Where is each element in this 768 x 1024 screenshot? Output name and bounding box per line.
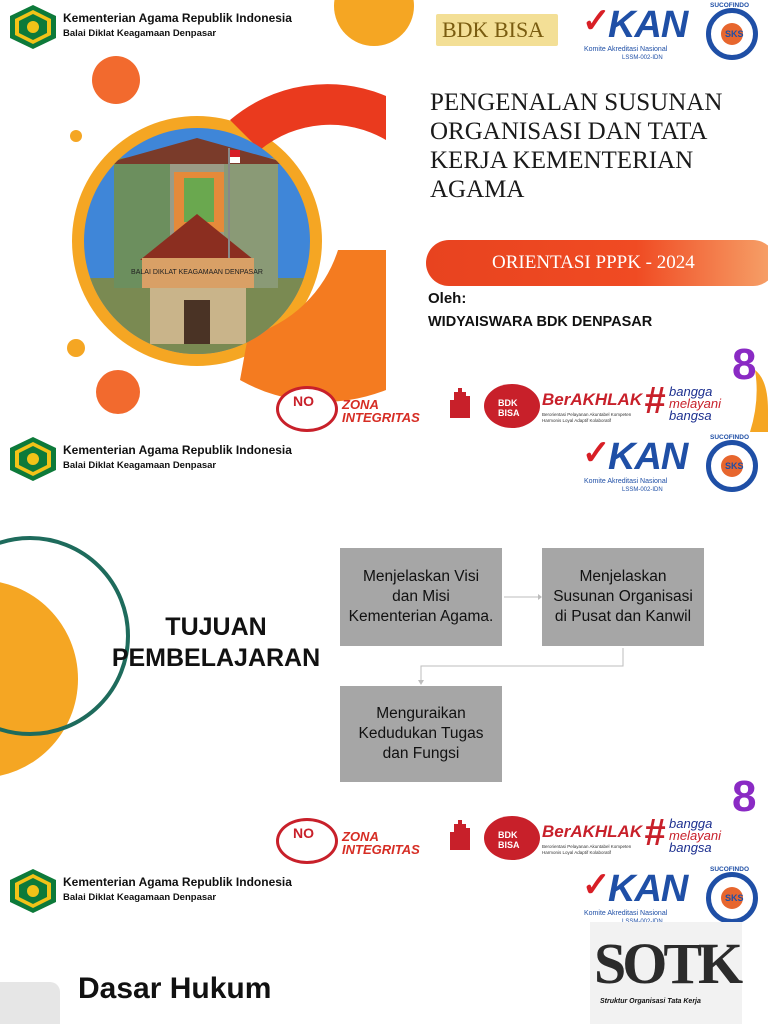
slide-objectives	[0, 432, 768, 864]
objective-box-3: Menguraikan Kedudukan Tugas dan Fungsi	[340, 686, 502, 782]
org-name: Kementerian Agama Republik Indonesia	[63, 443, 292, 457]
bangga-line2: melayani	[669, 828, 722, 843]
berakhlak-logo: BerAKHLAK	[542, 822, 643, 841]
sotk-subtitle: Struktur Organisasi Tata Kerja	[600, 998, 701, 1005]
hashtag-icon: #	[644, 380, 666, 422]
badge-strip	[276, 340, 768, 432]
sks-label: SKS	[725, 461, 744, 471]
decor-grey-panel	[0, 982, 60, 1024]
sucofindo-seal-icon	[706, 8, 758, 60]
sotk-logo	[590, 922, 742, 1024]
bangga-melayani-bangsa	[669, 818, 721, 854]
connector-2-3	[421, 648, 623, 682]
kan-subtitle: Komite Akreditasi Nasional	[584, 46, 668, 53]
org-unit: Balai Diklat Keagamaan Denpasar	[63, 28, 217, 39]
bdk-bisa-badge	[484, 384, 540, 428]
bangga-melayani-bangsa	[669, 386, 721, 422]
slide-legal-basis	[0, 864, 768, 1024]
by-label: Oleh:	[428, 290, 467, 307]
checkmark-icon: ✓	[582, 866, 611, 904]
arrowhead-2-3	[418, 680, 424, 685]
no-gratification-badge: NO	[276, 818, 338, 864]
org-unit: Balai Diklat Keagamaan Denpasar	[63, 460, 217, 471]
bdk-bisa-logo	[436, 14, 558, 46]
bdk-bisa-logo-text: BDK BISA	[442, 17, 545, 42]
org-name: Kementerian Agama Republik Indonesia	[63, 11, 292, 25]
decor-red-arc	[230, 84, 386, 150]
zona-line2: INTEGRITAS	[342, 842, 420, 857]
bangga-line2: melayani	[669, 396, 722, 411]
eight-values-icon: 8	[732, 340, 757, 389]
arrowhead-1-2	[538, 594, 542, 600]
berakhlak-subtitle: Berorientasi Pelayanan Akuntabel Kompeten Harmonis Loyal Adaptif Kolaboratif	[542, 844, 632, 855]
decor-yellow-dot	[70, 130, 82, 142]
slide-title	[0, 0, 768, 432]
sks-label: SKS	[725, 29, 744, 39]
no-gratification-badge: NO	[276, 386, 338, 432]
kan-code: LSSM-002-IDN	[622, 55, 663, 61]
sucofindo-label: SUCOFINDO	[710, 2, 749, 9]
sucofindo-seal-icon	[706, 872, 758, 924]
kemenag-logo	[8, 868, 58, 914]
sucofindo-label: SUCOFINDO	[710, 434, 749, 441]
berakhlak-subtitle: Berorientasi Pelayanan Akuntabel Kompeten Harmonis Loyal Adaptif Kolaboratif	[542, 412, 632, 423]
bangga-line1: bangga	[669, 816, 713, 831]
sucofindo-label: SUCOFINDO	[710, 866, 749, 873]
decor-orange-dot-large	[92, 56, 140, 104]
subtitle-pill	[426, 240, 768, 286]
kan-sucofindo-logo	[582, 868, 762, 926]
kan-logo-text: KAN	[608, 4, 688, 46]
org-unit: Balai Diklat Keagamaan Denpasar	[63, 892, 217, 903]
bdk-bisa-badge	[484, 816, 540, 860]
flow-connectors	[0, 432, 768, 864]
legal-basis-heading: Dasar Hukum	[78, 972, 272, 1005]
eight-values-icon: 8	[732, 772, 757, 821]
kan-subtitle: Komite Akreditasi Nasional	[584, 910, 668, 917]
decor-orange-dot-bottom	[96, 370, 140, 414]
kan-logo-text: KAN	[608, 436, 688, 478]
badge-strip	[276, 772, 768, 864]
zona-line1: ZONA	[342, 829, 379, 844]
stop-hand-icon	[442, 816, 480, 854]
decor-yellow-top-circle	[334, 0, 414, 46]
zona-line2: INTEGRITAS	[342, 410, 420, 425]
objectives-heading: TUJUAN PEMBELAJARAN	[111, 613, 321, 672]
org-name: Kementerian Agama Republik Indonesia	[63, 875, 292, 889]
building-sign-text: BALAI DIKLAT KEAGAMAAN DENPASAR	[131, 269, 263, 276]
presenter-name: WIDYAISWARA BDK DENPASAR	[428, 314, 653, 330]
hashtag-icon: #	[644, 812, 666, 854]
bangga-line3: bangsa	[669, 840, 712, 855]
sotk-logo-text: SOTK	[594, 931, 740, 996]
zona-line1: ZONA	[342, 397, 379, 412]
zona-integritas-logo	[342, 830, 420, 856]
bdk-bisa-badge-text: BDK BISA	[498, 398, 520, 418]
kan-subtitle: Komite Akreditasi Nasional	[584, 478, 668, 485]
kemenag-logo	[8, 4, 58, 50]
slide-title-text: PENGENALAN SUSUNAN ORGANISASI DAN TATA KERJA KEMENTERIAN AGAMA	[430, 89, 723, 203]
subtitle-text: ORIENTASI PPPK - 2024	[492, 252, 695, 273]
building-photo	[84, 128, 310, 354]
kan-logo-text: KAN	[608, 868, 688, 910]
checkmark-icon: ✓	[582, 2, 611, 40]
zona-integritas-logo	[342, 398, 420, 424]
objective-box-1: Menjelaskan Visi dan Misi Kementerian Agama.	[340, 548, 502, 646]
bangga-line3: bangsa	[669, 408, 712, 423]
kan-code: LSSM-002-IDN	[622, 487, 663, 493]
bangga-line1: bangga	[669, 384, 713, 399]
berakhlak-logo: BerAKHLAK	[542, 390, 643, 409]
stop-hand-icon	[442, 384, 480, 422]
bdk-bisa-badge-text: BDK BISA	[498, 830, 520, 850]
sks-label: SKS	[725, 893, 744, 903]
decor-yellow-dot-small	[67, 339, 85, 357]
objective-box-2: Menjelaskan Susunan Organisasi di Pusat dan Kanwil	[542, 548, 704, 646]
checkmark-icon: ✓	[582, 434, 611, 472]
kan-sucofindo-logo	[582, 4, 762, 62]
